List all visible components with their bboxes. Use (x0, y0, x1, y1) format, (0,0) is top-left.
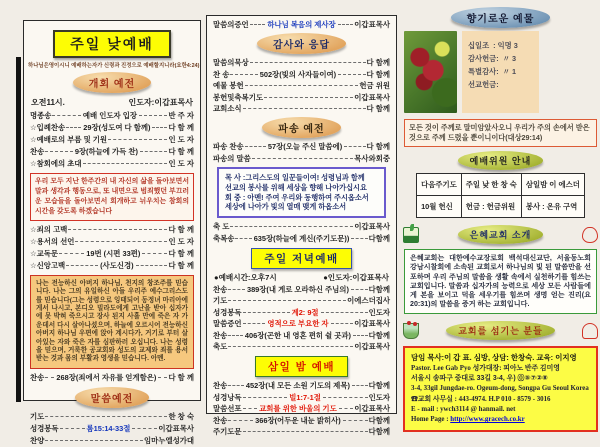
offering-verse-box: 모든 것이 주께로 말미암았사오니 우리가 주의 손에서 받은 것으로 주께 드렸을 뿐이니이다(대상29:14) (404, 119, 597, 147)
offering-items (468, 39, 533, 91)
liturgy-row: ☆예배로의 부름 및 기원 인 도 자 (30, 135, 195, 145)
opening-liturgy-heading: 개회 예전 (73, 72, 151, 93)
liturgy-row: ☆신앙고백 (사도신경) 다 함 께 (30, 260, 195, 270)
liturgy-row: 말씀선포 교회를 위한 바울의 기도 이갑표목사 (213, 404, 391, 414)
sermon-row-group (211, 19, 392, 30)
hymn-row-group (28, 372, 196, 384)
liturgy-row: 파송 찬송 57장(오늘 주신 말씀에) 다 함께 (213, 142, 391, 152)
liturgy-row: 축 도 이갑표목사 (213, 222, 391, 232)
harvest-cup-icon (403, 323, 419, 339)
liturgy-row: 기도 한 창 숙 (30, 411, 194, 421)
homepage-line (411, 415, 590, 425)
servants-heading-row (403, 318, 598, 343)
church-servants-heading: 교회를 섬기는 분들 (446, 321, 555, 340)
liturgy-row: 성경봉독 계2: 9절 인도자 (213, 307, 390, 317)
charge-line: 목 사 :그리스도의 일꾼들이여! 성령님과 함께 (225, 173, 365, 183)
contact-line: 3-4, 33gil Jungdae-ro. Ogeum-dong, Songpa Gu Seoul Korea (411, 385, 589, 393)
liturgy-row: 말씀의묵상 다 함께 (213, 58, 390, 68)
thanks-response-heading: 감사와 응답 (257, 33, 346, 54)
service-time: 오전11시. (31, 98, 65, 107)
middle-liturgy-column (206, 15, 397, 436)
liturgy-row: ☆죄의 고백 다 함 께 (30, 224, 194, 234)
worship-committee-table (416, 173, 585, 218)
praying-hands-outline-icon (582, 323, 598, 339)
table-cell: 다음주기도 (417, 174, 462, 196)
service-leader: 인도자:이갑표목사 (128, 98, 193, 107)
liturgy-row: ☆교독문 19번 (시편 33편) 다 함 께 (30, 248, 195, 258)
sunday-day-worship-title: 주일 낮예배 (53, 30, 171, 58)
fragrant-offering-heading: 향기로운 예물 (451, 7, 551, 28)
liturgy-row: 찬양 임마누엘성가대 (30, 435, 195, 445)
opening-liturgy-rows (28, 110, 196, 170)
contact-line: Pastor. Lee Gab Pyo 성가대장: 피아노 반주 김미영 (411, 364, 560, 372)
word-liturgy-rows (28, 411, 196, 447)
offering-item: 특별감사: 〃 1 (468, 67, 517, 76)
liturgy-row: 찬송 366장(어두운 내눈 밝히사) 다함께 (213, 415, 391, 425)
offering-item: 십일조 : 익명 3 (468, 41, 518, 50)
sunday-day-worship-column (23, 20, 201, 445)
contact-line: E - mail : ywch3114 @ hanmail. net (411, 406, 516, 414)
table-row (417, 174, 585, 196)
red-fruit-outline-icon (582, 227, 598, 243)
scan-page-edge (16, 57, 21, 402)
liturgy-row: 예물 봉헌 헌금 위원 (213, 81, 390, 91)
table-cell: 헌금 : 헌금위원 (461, 196, 521, 218)
charge-lines (225, 173, 378, 212)
church-intro-heading-row (403, 222, 598, 247)
sunday-evening-worship-title: 주일 저녁예배 (251, 248, 351, 269)
charge-line: 선교의 봉사를 위해 세상을 향해 나아가십시요 (225, 182, 367, 192)
liturgy-row: 말씀증언 영적으로 부요한 자 이갑표목사 (213, 319, 390, 329)
liturgy-row: ☆참회에의 초대 인 도 자 (30, 159, 194, 169)
table-cell: 삼일밤 이 에스더 (521, 174, 584, 196)
evening-service-leader: ●인도자:이갑표목사 (323, 272, 389, 282)
homepage-label: Home Page : (411, 416, 451, 424)
liturgy-row: ☆용서의 선언 인 도 자 (30, 236, 195, 246)
liturgy-row: 말씀의증언 하나님 복음의 제사장 이갑표목사 (213, 20, 390, 29)
word-liturgy-heading: 말씀예전 (75, 387, 150, 408)
homepage-url: http://www.gracech.co.kr (450, 416, 525, 424)
contact-line: 담임 목사:이 갑 표. 심방, 상담: 한창숙. 교육: 이지영 (411, 353, 577, 363)
repentance-invitation-box: 우리 모두 지난 한주간의 내 자신의 삶을 돌아보면서 말과 생각과 행동으로, 또 내면으로 범죄했던 부끄러운 모습들을 돌아보면서 회개하고 뉘우치는 참회의 시간을 갖도록 하겠습니다 (30, 173, 194, 220)
liturgy-row: 성경낭독 빌1:7-1절 인도자 (213, 392, 390, 402)
liturgy-row: 찬 송 502장(빛의 사자들이여) 다 함께 (213, 69, 391, 79)
church-intro-heading: 은혜교회 소개 (458, 225, 544, 244)
wednesday-night-worship-title: 삼일 밤 예배 (255, 356, 348, 377)
confession-rows (28, 224, 196, 272)
liturgy-row: 교회소식 다 함께 (213, 104, 391, 114)
wednesday-rows (211, 380, 392, 437)
charge-line: 회 중 : 아멘! 주여 우리와 동행하여 주시옵소서 (225, 192, 369, 202)
benediction-rows (211, 221, 392, 244)
contact-line: 서울시 송파구 중대로 33길 3-4, 우) ⓪⑤⑦②⑧ (411, 374, 548, 382)
liturgy-row: ☆입례찬송 29장(성도여 다 함께) 다 함 께 (30, 123, 195, 133)
offering-list-card (462, 31, 539, 113)
liturgy-row: 축도 이갑표목사 (213, 341, 391, 351)
liturgy-row: 주기도문 다함께 (213, 427, 391, 436)
offering-item: 선교헌금: (468, 80, 499, 89)
thanks-rows (211, 57, 392, 114)
sending-liturgy-heading: 파송 예전 (262, 117, 340, 138)
table-cell: 주일 낮 한 창 숙 (461, 174, 521, 196)
liturgy-row: 기도 이에스더집사 (213, 296, 390, 306)
worship-verse: 하나님은영이시니 예배하는자가 신령과 진정으로 예배할지니라(요한4:24) (28, 63, 200, 69)
apostles-creed-box: 나는 전능하신 아버지 하나님, 천지의 창조주를 믿습니다. 나는 그의 유일하신 아들 우리주 예수그리스도를 믿습니다(그는 성령으로 잉태되어 동정녀 마리아에게서 나시고, 본디오 빌라도에게 고난을 받아 십자가에 못 박혀 죽으시고 장사 된지 사흘 만에 죽은 자 가운데서 다시 살아나셨으며, 하늘에 오르시어 전능하신 아버지 하나님 우편에 앉아 계시다가, 거기로 부터 살아있는 자와 죽은 자를 심판하러 오십니다. 나는 성령을 믿으며, 거룩한 공교회와 성도의 교제와 죄를 용서받는 것과 몸의 부활과 영생을 믿습니다. 아멘. (30, 275, 194, 369)
liturgy-row: 봉헌및축복기도 이갑표목사 (213, 92, 390, 102)
evening-rows (211, 284, 392, 352)
liturgy-row: 명종송 예배 인도자 입장 반 주 자 (30, 111, 195, 120)
liturgy-row: 찬송 389장(내 게로 오라하신 주님의) 다함께 (213, 284, 390, 294)
liturgy-row: 찬송 452장(내 모든 소원 기도의 제목) 다함께 (213, 381, 390, 391)
offering-photo-row (404, 31, 597, 113)
evening-service-time: ●예배시간:오후7시 (214, 272, 277, 282)
sending-rows (211, 141, 392, 164)
evening-info-line (211, 272, 392, 284)
charge-line: 세상에 나아가 빛의 열매 맺게 하옵소서 (225, 202, 347, 212)
table-row (417, 196, 585, 218)
table-cell: 10월 헌신 (417, 196, 462, 218)
liturgy-row: 찬송 406장(곤한 내 영혼 편히 쉴 곳과) 다함께 (213, 330, 391, 340)
sprout-book-icon (403, 227, 419, 243)
liturgy-row: 성경봉독 롬15:14-33절 이갑표목사 (30, 423, 195, 433)
offering-item: 감사헌금: 〃 3 (468, 54, 517, 63)
liturgy-row: 찬송 268장(죄에서 자유를 얻게함은) 다 함 께 (30, 372, 194, 382)
service-time-line (28, 96, 196, 110)
table-cell: 봉사 : 온유 구역 (521, 196, 584, 218)
church-contact-box (403, 346, 598, 431)
info-column (403, 4, 598, 424)
liturgy-row: 파송의 말씀 목사와회중 (213, 153, 390, 163)
contact-lines (411, 352, 590, 415)
church-intro-box: 은혜교회는 대한예수교장로회 백석대신교단, 서울동노회 강남시찰회에 소속된 교회로서 하나님의 빛 된 말씀만을 선포하며 우리 주님의 말씀을 생활 속에서 실천하기를 힘쓰는 교회입니다. 말씀과 십자가의 능력으로 세상 모든 사람들에게 본을 보이고 덕을 세우기를 힘쓰며 생명 얻는 진리(요20:31)의 말씀을 증거 하는 교회입니다. (404, 249, 597, 314)
worship-committee-heading: 예배위원 안내 (458, 151, 544, 170)
autumn-harvest-photo (544, 31, 597, 113)
liturgy-row: 찬송 9장(하늘에 가득 찬) 다 함 께 (30, 147, 194, 157)
autumn-fruit-photo (404, 31, 457, 113)
contact-line: ☎교회 사무실 : 443-4974. H.P 010 - 8579 - 3016 (411, 395, 551, 403)
sending-charge-box (217, 167, 386, 218)
liturgy-row: 축복송 635장(하늘에 계신(주기도문)) 다함께 (213, 233, 390, 243)
